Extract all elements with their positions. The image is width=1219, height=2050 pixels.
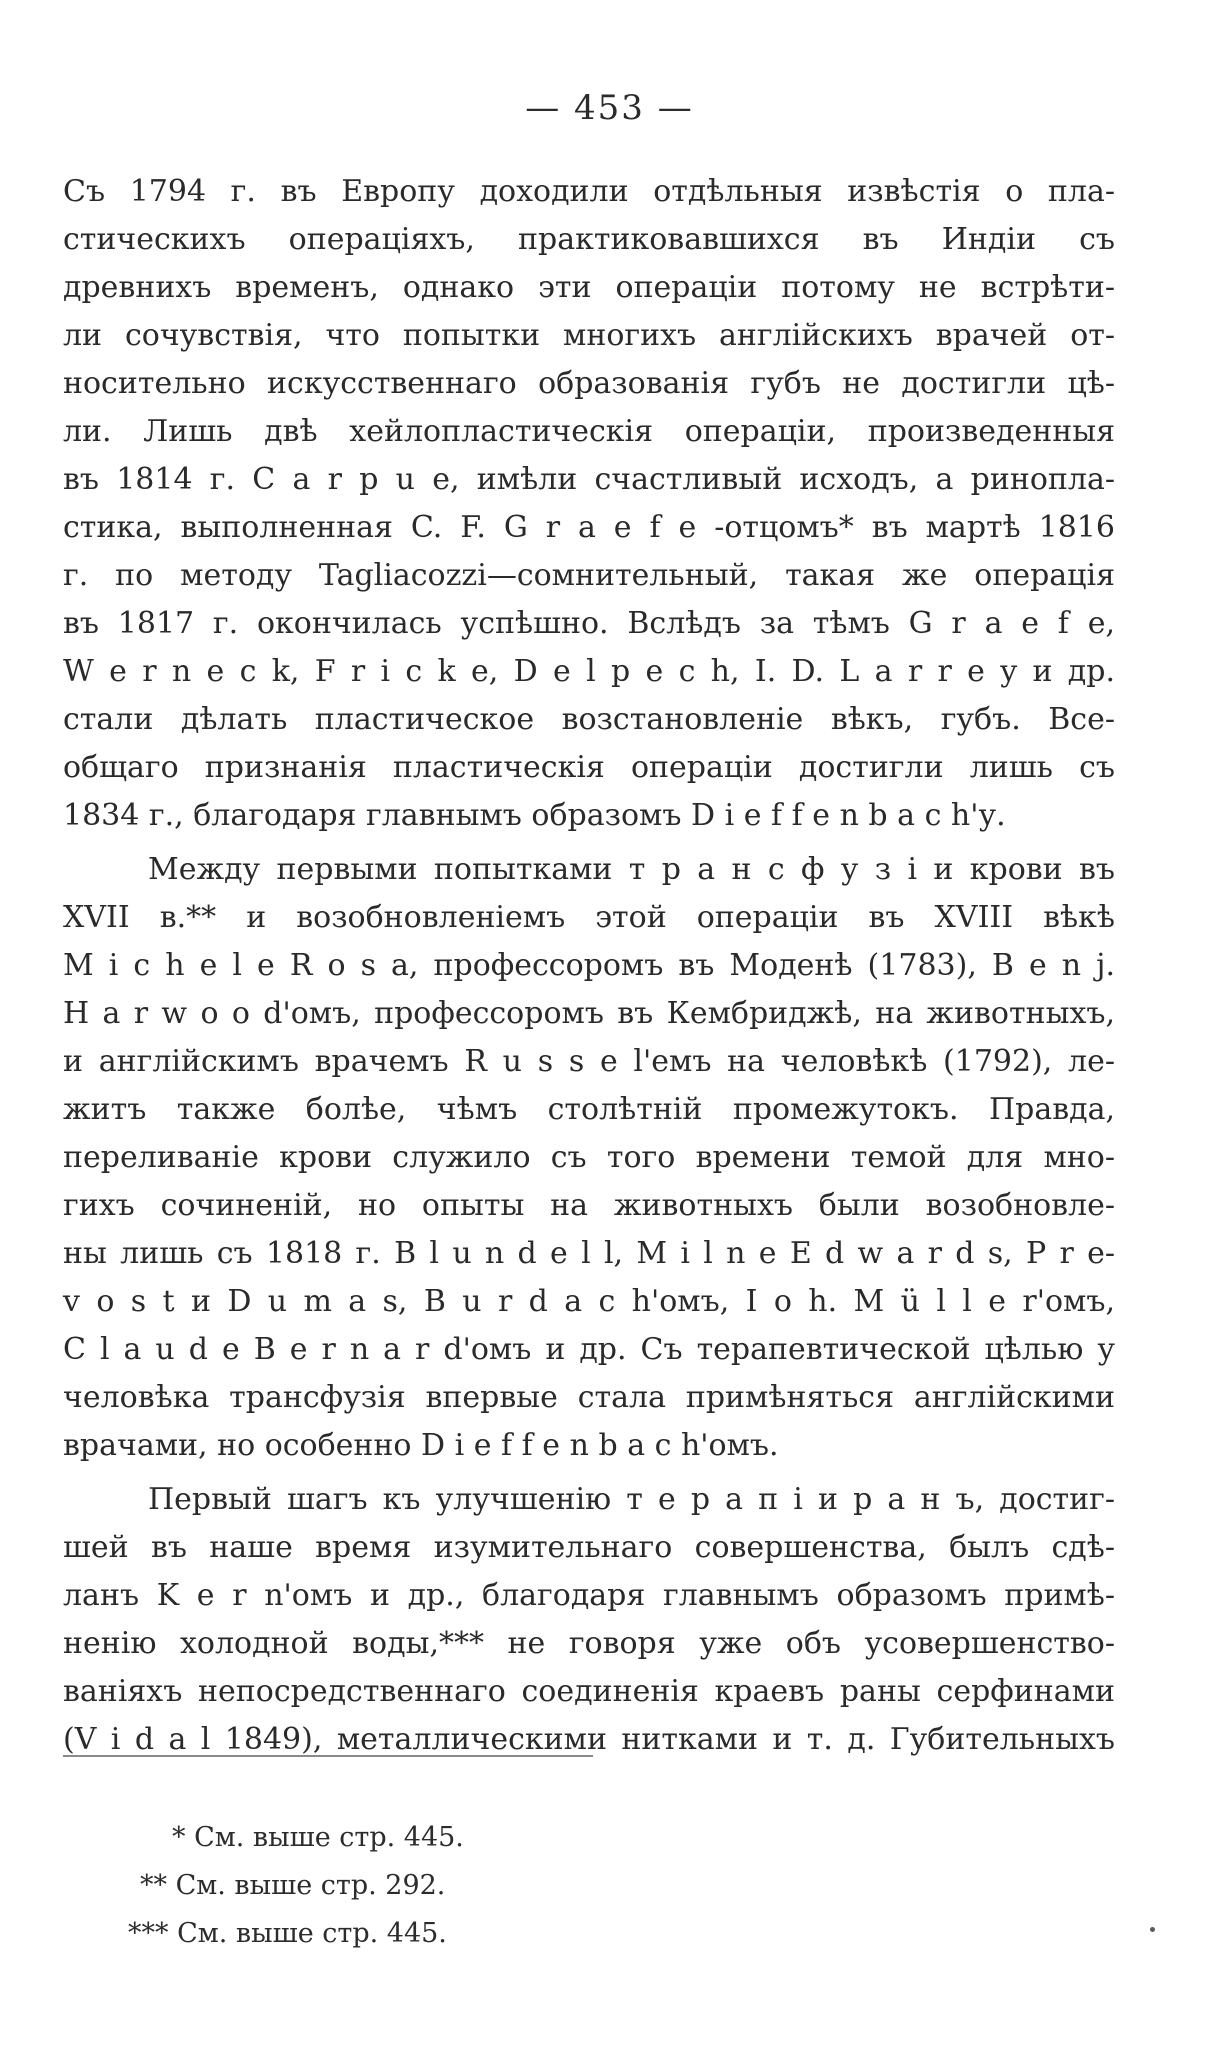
page-number: — 453 — [525,88,694,128]
text-line: ваніяхъ непосредственнаго соединенія краевъ раны серфинами [63,1674,1115,1709]
text-line: ланъ K e r n'омъ и др., благодаря главнымъ образомъ примѣ- [63,1578,1115,1613]
text-line: стика, выполненная C. F. G r a e f e -отцомъ* въ мартѣ 1816 [63,510,1115,545]
text-line: и англійскимъ врачемъ R u s s e l'емъ на человѣкѣ (1792), ле- [63,1044,1115,1079]
footnote: ** См. выше стр. 292. [140,1870,446,1901]
footnote-divider [63,1755,593,1757]
text-line: носительно искусственнаго образованія губъ не достигли цѣ- [63,366,1115,401]
text-line: врачами, но особенно D i e f f e n b a c h'омъ. [63,1428,779,1463]
text-line: въ 1817 г. окончилась успѣшно. Вслѣдъ за тѣмъ G r a e f e, [63,606,1115,641]
text-line: гихъ сочиненій, но опыты на животныхъ были возобновле- [63,1188,1115,1223]
text-line: (V i d a l 1849), металлическими нитками и т. д. Губительныхъ [63,1722,1115,1757]
text-line: ны лишь съ 1818 г. B l u n d e l l, M i l n e E d w a r d s, P r e- [63,1236,1115,1271]
footnote: * См. выше стр. 445. [172,1822,464,1853]
text-line: Первый шагъ къ улучшенію т е р а п і и р а н ъ, достиг- [148,1482,1115,1517]
text-line: житъ также болѣе, чѣмъ столѣтній промежутокъ. Правда, [63,1092,1115,1127]
text-line: Между первыми попытками т р а н с ф у з і и крови въ [148,852,1115,887]
text-line: M i c h e l e R o s a, профессоромъ въ Моденѣ (1783), B e n j. [63,948,1115,983]
text-line: C l a u d e B e r n a r d'омъ и др. Съ терапевтической цѣлью у [63,1332,1115,1367]
text-line: въ 1814 г. C a r p u e, имѣли счастливый исходъ, а ринопла- [63,462,1115,497]
text-line: древнихъ временъ, однако эти операціи потому не встрѣти- [63,270,1115,305]
text-line: ненію холодной воды,*** не говоря уже объ усовершенство- [63,1626,1115,1661]
text-line: H a r w o o d'омъ, профессоромъ въ Кембриджѣ, на животныхъ, [63,996,1115,1031]
text-line: ли сочувствія, что попытки многихъ англійскихъ врачей от- [63,318,1115,353]
paper-speck [1150,1927,1155,1932]
text-line: г. по методу Tagliacozzi—сомнительный, такая же операція [63,558,1115,593]
text-line: W e r n e c k, F r i c k e, D e l p e c h, I. D. L a r r e y и др. [63,654,1115,689]
text-line: XVII в.** и возобновленіемъ этой операціи въ XVIII вѣкѣ [63,900,1115,935]
text-line: шей въ наше время изумительнаго совершенства, былъ сдѣ- [63,1530,1115,1565]
text-line: стали дѣлать пластическое возстановленіе вѣкъ, губъ. Все- [63,702,1115,737]
text-line: человѣка трансфузія впервые стала примѣняться англійскими [63,1380,1115,1415]
text-line: ли. Лишь двѣ хейлопластическія операціи, произведенныя [63,414,1115,449]
text-line: общаго признанія пластическія операціи достигли лишь съ [63,750,1115,785]
text-line: v o s t и D u m a s, B u r d a c h'омъ, I o h. M ü l l e r'омъ, [63,1284,1115,1319]
footnote: *** См. выше стр. 445. [128,1918,447,1949]
text-line: Съ 1794 г. въ Европу доходили отдѣльныя извѣстія о пла- [63,174,1115,209]
text-line: стическихъ операціяхъ, практиковавшихся въ Индіи съ [63,222,1115,257]
text-line: 1834 г., благодаря главнымъ образомъ D i e f f e n b a c h'у. [63,798,1006,833]
text-line: переливаніе крови служило съ того времени темой для мно- [63,1140,1115,1175]
